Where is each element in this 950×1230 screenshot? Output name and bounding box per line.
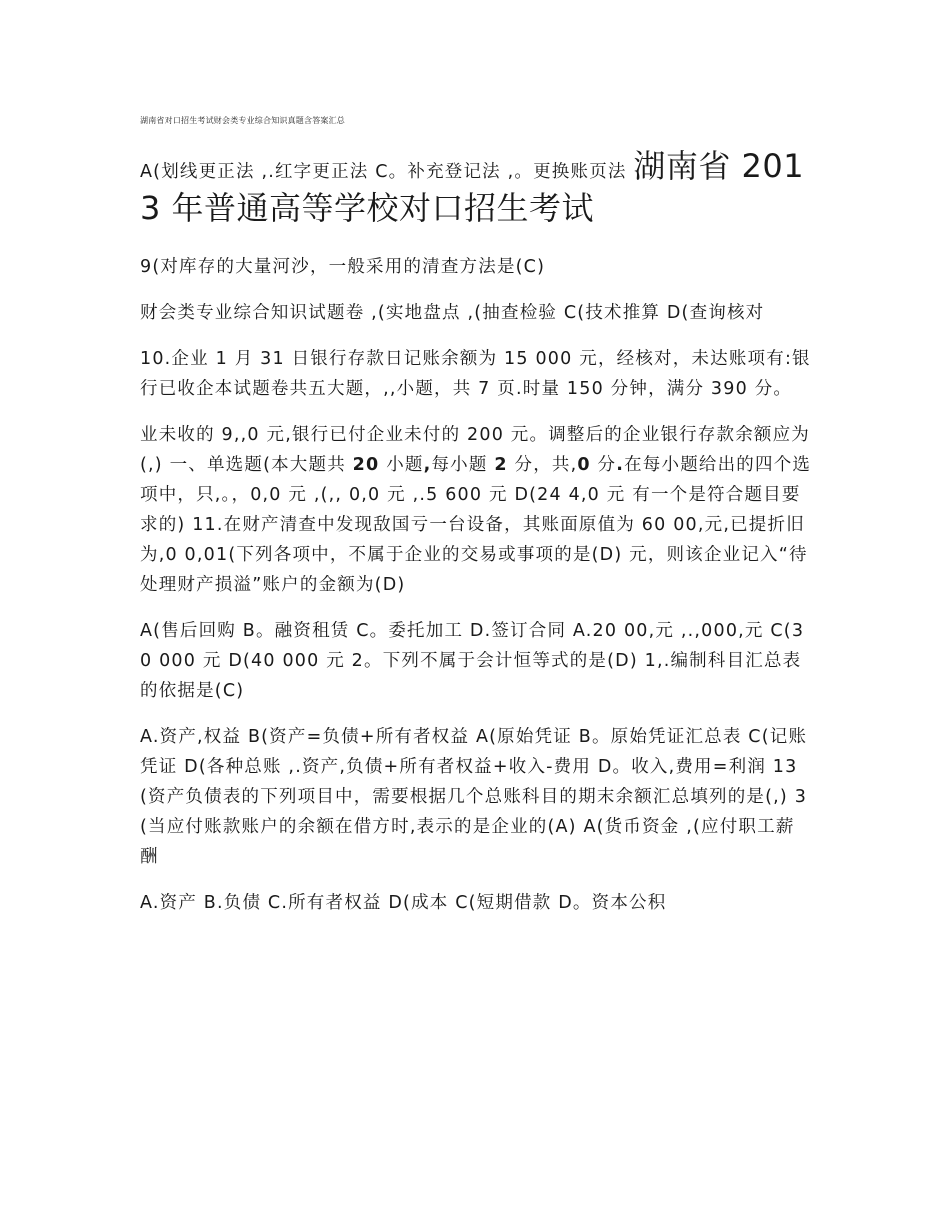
paragraph-1 [140, 148, 812, 232]
exam-title: 湖南省 2013 年普通高等学校对口招生考试 [140, 147, 805, 227]
paragraph-5-part-d: 每小题 [431, 455, 495, 475]
total-points-bold: 0 [577, 455, 591, 475]
paragraph-3: 财会类专业综合知识试题卷 ,(实地盘点 ,(抽查检验 C(技术推算 D(查询核对 [140, 303, 765, 323]
paragraph-2: 9(对库存的大量河沙，一般采用的清查方法是(C) [140, 257, 546, 277]
comma-bold: , [423, 455, 432, 475]
paragraph-8: A.资产 B.负债 C.所有者权益 D(成本 C(短期借款 D。资本公积 [140, 893, 667, 913]
paragraph-5 [140, 420, 812, 600]
running-header: 湖南省对口招生考试财会类专业综合知识真题含答案汇总 [140, 116, 345, 125]
paragraph-7: A.资产,权益 B(资产=负债+所有者权益 A(原始凭证 B。原始凭证汇总表 C(记账凭证 D(各种总账 ,.资产,负债+所有者权益+收入-费用 D。收入,费用=利润 13(资产负债表的下列项目中，需要根据几个总账科目的期末余额汇总填列的是(,) 3(当应付账款账户的余额在借方时,表示的是企业的(A) A(货币资金 ,(应付职工薪酬 [140, 727, 808, 867]
paragraph-4: 10.企业 1 月 31 日银行存款日记账余额为 15 000 元，经核对，未达账项有:银行已收企本试题卷共五大题，,,小题，共 7 页.时量 150 分钟，满分 390 分。 [140, 349, 811, 399]
paragraph-1-options: A(划线更正法 ,.红字更正法 C。补充登记法 ,。更换账页法 [140, 162, 634, 182]
paragraph-6: A(售后回购 B。融资租赁 C。委托加工 D.签订合同 A.20 00,元 ,.,000,元 C(30 000 元 D(40 000 元 2。下列不属于会计恒等式的是(D) 1,.编制科目汇总表的依据是(C) [140, 621, 805, 701]
period-bold: . [616, 455, 625, 475]
points-each-bold: 2 [494, 455, 508, 475]
paragraph-5-part-a: 业未收的 9,,0 元,银行已付企业未付的 200 元。调整后的企业银行存款余额应为(,) 一、单选题(本大题共 [140, 425, 811, 475]
paragraph-5-part-g: 在每小题给出的四个选项中，只,。，0,0 元 ,(,, 0,0 元 ,.5 600 元 D(24 4,0 元 有一个是符合题目要求的) 11.在财产清查中发现敌国亏一台设备，其账面原值为 60 00,元,已提折旧为,0 0,01(下列各项中，不属于企业的交易或事项的是(D) 元，则该企业记入“待处理财产损溢”账户的金额为(D) [140, 455, 812, 595]
question-count-bold: 20 [352, 455, 380, 475]
paragraph-5-part-f: 分 [590, 455, 617, 475]
paragraph-5-part-e: 分，共, [507, 455, 578, 475]
paragraph-5-part-c: 小题 [379, 455, 424, 475]
document-body [140, 148, 812, 934]
